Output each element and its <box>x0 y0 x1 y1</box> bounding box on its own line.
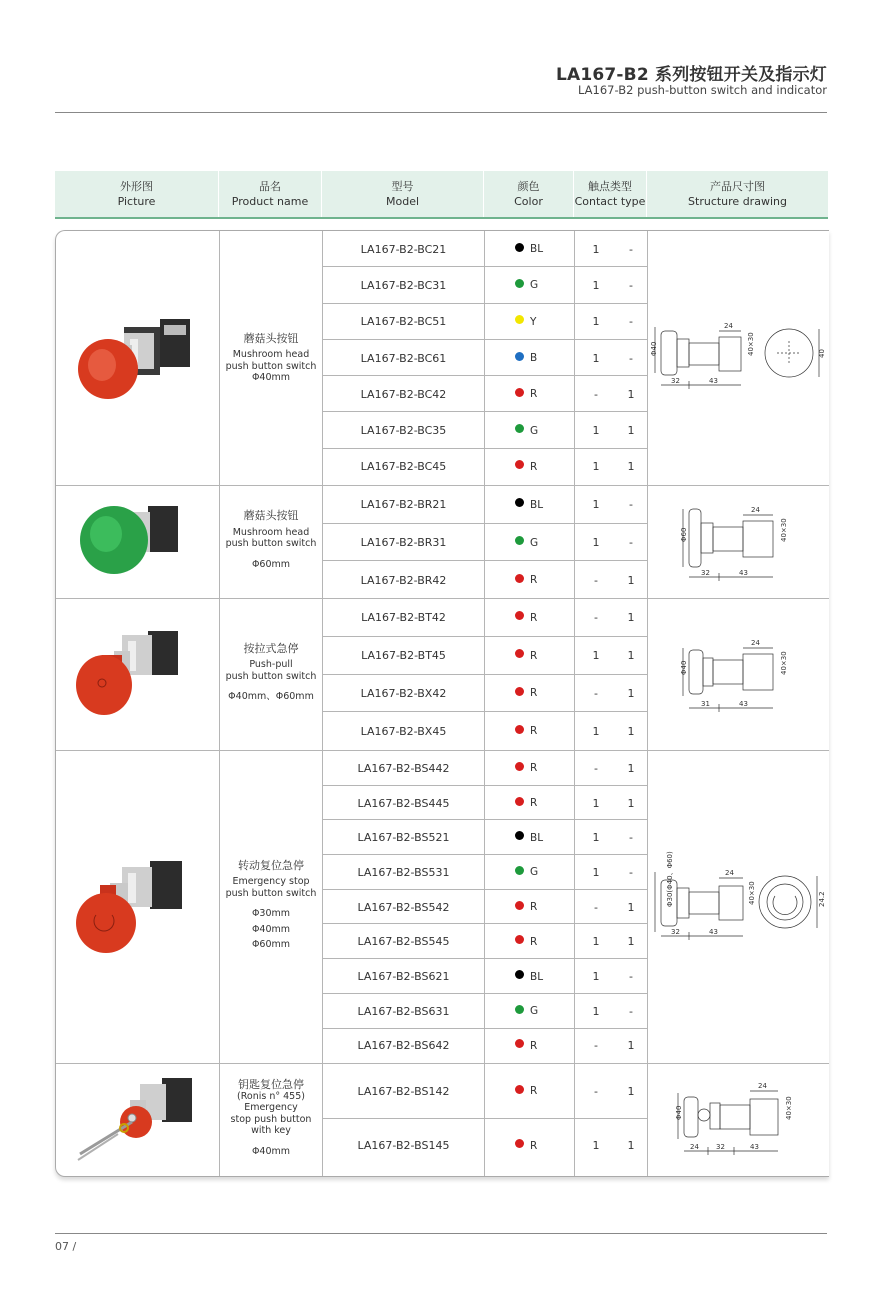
header-picture-en: Picture <box>117 195 156 208</box>
contact-nc: 1 <box>627 1039 635 1053</box>
model-number: LA167-B2-BX42 <box>360 686 447 700</box>
contact-no: 1 <box>592 242 600 256</box>
page-title: LA167-B2 系列按钮开关及指示灯 <box>555 65 827 85</box>
color-code: R <box>530 725 538 738</box>
model-number: LA167-B2-BS621 <box>357 970 450 984</box>
color-dot-icon <box>515 315 524 324</box>
color-dot-icon <box>515 243 524 252</box>
footer-divider <box>55 1233 827 1234</box>
emergency-stop-button-red-icon <box>56 751 219 1063</box>
color-dot-icon <box>515 1139 524 1148</box>
table-row <box>323 486 829 524</box>
dimension-label: 32 <box>670 928 680 936</box>
dimension-label: Φ40 <box>679 660 688 675</box>
contact-no: 1 <box>592 424 600 438</box>
product-diameter: Φ40mm <box>251 923 291 935</box>
color-cell <box>485 413 574 449</box>
product-name <box>220 486 322 598</box>
header-model-en: Model <box>385 195 420 208</box>
contact-nc: - <box>629 315 633 329</box>
product-diameter: Φ60mm <box>251 939 291 950</box>
color-code: R <box>530 1039 538 1052</box>
contact-nc: - <box>629 242 633 256</box>
product-name-en: push button switch <box>225 360 317 372</box>
color-cell <box>485 712 574 750</box>
model-number: LA167-B2-BR31 <box>360 536 447 550</box>
color-cell <box>485 561 574 599</box>
dimension-label: 43 <box>738 569 748 577</box>
contact-nc: 1 <box>627 573 635 587</box>
dimension-label: Φ60 <box>679 527 688 542</box>
product-name-en: push button switch <box>225 538 317 549</box>
dimension-label: Φ30(Φ40、Φ60) <box>665 851 674 907</box>
contact-no: - <box>594 686 598 700</box>
contact-no: 1 <box>592 536 600 550</box>
color-dot-icon <box>515 352 524 361</box>
model-number: LA167-B2-BS542 <box>357 900 450 914</box>
contact-no: 1 <box>592 351 600 365</box>
table-row <box>323 449 829 485</box>
color-code: BL <box>530 498 544 511</box>
contact-nc: 1 <box>627 935 635 949</box>
color-cell <box>485 855 574 890</box>
dimension-label: 24 <box>750 638 760 647</box>
product-name-en: push button switch <box>225 887 317 899</box>
dimension-label: 43 <box>708 928 718 936</box>
color-cell <box>485 675 574 713</box>
color-dot-icon <box>515 1005 524 1014</box>
dimension-label: 40×30 <box>779 518 788 542</box>
color-dot-icon <box>515 388 524 397</box>
header-structure-en: Structure drawing <box>688 195 787 208</box>
table-row <box>323 712 829 750</box>
color-code: G <box>530 536 539 549</box>
product-diameter: Φ30mm <box>251 908 291 919</box>
contact-nc: 1 <box>627 611 635 625</box>
dimension-label: 40×30 <box>746 332 755 356</box>
table-row <box>323 994 829 1029</box>
color-code: Y <box>530 315 537 328</box>
color-dot-icon <box>515 866 524 875</box>
color-dot-icon <box>515 611 524 620</box>
product-group <box>56 599 829 751</box>
contact-no: - <box>594 1039 598 1053</box>
color-code: G <box>530 866 539 879</box>
dimension-label: 40×30 <box>784 1096 793 1120</box>
product-diameter: Φ40mm、Φ60mm <box>228 691 314 702</box>
color-dot-icon <box>515 1085 524 1094</box>
header-structure-cn: 产品尺寸图 <box>710 180 765 193</box>
color-cell <box>485 340 574 376</box>
contact-no: 1 <box>592 865 600 879</box>
header-contact-type <box>574 171 646 217</box>
product-group <box>56 751 829 1064</box>
product-name-en: Mushroom head <box>232 349 310 360</box>
product-picture <box>56 599 219 750</box>
dimension-label: 24 <box>757 1082 767 1090</box>
model-number: LA167-B2-BS545 <box>357 935 450 949</box>
color-code: R <box>530 611 538 624</box>
dimension-label: 32 <box>670 377 680 385</box>
color-cell <box>485 1029 574 1064</box>
contact-nc: 1 <box>627 1084 635 1098</box>
contact-no: 1 <box>592 1004 600 1018</box>
color-dot-icon <box>515 687 524 696</box>
color-cell <box>485 786 574 821</box>
model-number: LA167-B2-BS631 <box>357 1004 450 1018</box>
color-code: R <box>530 460 538 473</box>
header-model-cn: 型号 <box>391 180 414 193</box>
model-number: LA167-B2-BS531 <box>357 865 450 879</box>
dimension-label: 24 <box>723 322 733 330</box>
dimension-label: 24.2 <box>817 891 826 907</box>
dimension-label: 24 <box>750 506 760 514</box>
product-group <box>56 231 829 486</box>
contact-no: 1 <box>592 1139 600 1153</box>
color-code: R <box>530 1139 538 1152</box>
table-row <box>323 855 829 890</box>
color-dot-icon <box>515 574 524 583</box>
product-name-cn: 蘑菇头按钮 <box>243 331 299 345</box>
product-name <box>220 231 322 485</box>
contact-nc: 1 <box>627 761 635 775</box>
header-divider <box>55 112 827 113</box>
color-dot-icon <box>515 935 524 944</box>
model-number: LA167-B2-BS142 <box>357 1084 450 1098</box>
model-number: LA167-B2-BS642 <box>357 1039 450 1053</box>
header-contact-type-cn: 触点类型 <box>588 180 632 193</box>
product-name-en: Emergency stop <box>232 876 310 887</box>
product-name-cn: 钥匙复位急停 <box>238 1078 304 1091</box>
dimension-label: 43 <box>708 377 718 385</box>
contact-nc: - <box>629 970 633 984</box>
contact-no: 1 <box>592 649 600 663</box>
table-row <box>323 786 829 821</box>
contact-nc: 1 <box>627 460 635 474</box>
model-number: LA167-B2-BC45 <box>360 460 447 474</box>
table-row <box>323 1064 829 1119</box>
model-number: LA167-B2-BS145 <box>357 1139 450 1153</box>
product-diameter: Φ40mm <box>251 372 291 383</box>
table-row <box>323 231 829 267</box>
contact-no: - <box>594 611 598 625</box>
color-cell <box>485 959 574 994</box>
color-code: R <box>530 762 538 775</box>
dimension-label: 32 <box>700 569 710 577</box>
color-dot-icon <box>515 725 524 734</box>
color-dot-icon <box>515 498 524 507</box>
model-number: LA167-B2-BS521 <box>357 831 450 845</box>
table-row <box>323 675 829 713</box>
color-cell <box>485 524 574 562</box>
model-number: LA167-B2-BX45 <box>360 724 447 738</box>
model-number: LA167-B2-BT45 <box>361 649 446 663</box>
color-dot-icon <box>515 460 524 469</box>
product-picture <box>56 1064 219 1176</box>
dimension-label: 40×30 <box>747 881 756 905</box>
product-name <box>220 599 322 750</box>
contact-no: - <box>594 387 598 401</box>
table-row <box>323 1029 829 1064</box>
contact-nc: 1 <box>627 900 635 914</box>
contact-no: - <box>594 900 598 914</box>
header-product-name-en: Product name <box>231 195 309 208</box>
dimension-label: 43 <box>738 699 748 708</box>
dimension-label: Φ40 <box>649 341 658 356</box>
model-number: LA167-B2-BC35 <box>360 424 447 438</box>
model-number: LA167-B2-BC51 <box>360 315 447 329</box>
color-cell <box>485 376 574 412</box>
contact-no: 1 <box>592 460 600 474</box>
model-number: LA167-B2-BT42 <box>361 611 446 625</box>
contact-nc: 1 <box>627 649 635 663</box>
dimension-label: Φ40 <box>674 1105 683 1120</box>
header-structure <box>647 171 828 217</box>
product-name-en: (Ronis n° 455) <box>237 1090 305 1102</box>
dimension-label: 24 <box>724 869 734 877</box>
color-code: G <box>530 1005 539 1018</box>
color-dot-icon <box>515 279 524 288</box>
header-model <box>322 171 483 217</box>
contact-nc: 1 <box>627 724 635 738</box>
contact-no: 1 <box>592 970 600 984</box>
model-number: LA167-B2-BR42 <box>360 573 447 587</box>
color-dot-icon <box>515 831 524 840</box>
color-cell <box>485 820 574 855</box>
color-code: R <box>530 687 538 700</box>
color-cell <box>485 449 574 485</box>
table-row <box>323 376 829 412</box>
table-row <box>323 890 829 925</box>
model-number: LA167-B2-BC61 <box>360 351 447 365</box>
product-name-en: push button switch <box>225 670 317 682</box>
contact-no: - <box>594 761 598 775</box>
table-row <box>323 561 829 599</box>
color-cell <box>485 486 574 524</box>
color-cell <box>485 925 574 960</box>
contact-no: 1 <box>592 498 600 512</box>
color-code: R <box>530 388 538 401</box>
color-cell <box>485 751 574 786</box>
product-table <box>55 230 829 1177</box>
model-number: LA167-B2-BC42 <box>360 387 447 401</box>
dimension-label: 32 <box>715 1143 725 1151</box>
product-name-en: stop push button <box>230 1113 312 1125</box>
table-row <box>323 925 829 960</box>
color-cell <box>485 637 574 675</box>
mushroom-button-red-icon <box>56 231 219 485</box>
push-pull-button-red-icon <box>56 599 219 750</box>
contact-nc: - <box>629 865 633 879</box>
color-code: R <box>530 649 538 662</box>
table-header <box>55 171 828 219</box>
header-contact-type-en: Contact type <box>574 195 646 208</box>
color-code: R <box>530 797 538 810</box>
color-dot-icon <box>515 797 524 806</box>
model-number: LA167-B2-BC31 <box>360 278 447 292</box>
contact-no: - <box>594 1084 598 1098</box>
contact-nc: - <box>629 498 633 512</box>
color-dot-icon <box>515 649 524 658</box>
product-name <box>220 1064 322 1176</box>
color-cell <box>485 890 574 925</box>
color-dot-icon <box>515 762 524 771</box>
contact-no: - <box>594 573 598 587</box>
color-dot-icon <box>515 424 524 433</box>
table-row <box>323 1119 829 1174</box>
page-number: 07 / <box>55 1240 77 1253</box>
color-cell <box>485 599 574 637</box>
contact-no: 1 <box>592 935 600 949</box>
color-code: R <box>530 1085 538 1098</box>
product-picture <box>56 231 219 485</box>
header-color <box>484 171 573 217</box>
color-dot-icon <box>515 970 524 979</box>
contact-nc: 1 <box>627 686 635 700</box>
contact-nc: 1 <box>627 796 635 810</box>
table-row <box>323 304 829 340</box>
color-code: G <box>530 279 539 292</box>
contact-nc: 1 <box>627 1139 635 1153</box>
key-reset-button-icon <box>56 1064 219 1176</box>
table-row <box>323 413 829 449</box>
color-code: G <box>530 424 539 437</box>
product-diameter: Φ40mm <box>251 1145 291 1157</box>
color-cell <box>485 1119 574 1174</box>
model-number: LA167-B2-BR21 <box>360 498 447 512</box>
product-name-en: Mushroom head <box>232 526 310 538</box>
contact-nc: - <box>629 351 633 365</box>
contact-no: 1 <box>592 831 600 845</box>
color-cell <box>485 304 574 340</box>
header-color-cn: 颜色 <box>517 180 540 193</box>
page-subtitle: LA167-B2 push-button switch and indicator <box>578 83 827 97</box>
contact-no: 1 <box>592 278 600 292</box>
table-row <box>323 637 829 675</box>
product-name <box>220 751 322 1063</box>
table-row <box>323 820 829 855</box>
color-code: B <box>530 352 538 365</box>
product-name-en: Emergency <box>244 1102 298 1113</box>
table-row <box>323 524 829 562</box>
dimension-label: 43 <box>749 1143 759 1151</box>
header-picture <box>55 171 218 217</box>
header-picture-cn: 外形图 <box>120 180 153 193</box>
color-dot-icon <box>515 901 524 910</box>
product-picture <box>56 486 219 598</box>
color-code: R <box>530 935 538 948</box>
color-cell <box>485 231 574 267</box>
product-group <box>56 1064 829 1176</box>
table-row <box>323 751 829 786</box>
table-row <box>323 267 829 303</box>
color-code: R <box>530 574 538 587</box>
color-code: BL <box>530 970 544 983</box>
color-cell <box>485 267 574 303</box>
contact-nc: - <box>629 1004 633 1018</box>
table-row <box>323 599 829 637</box>
color-code: BL <box>530 243 544 256</box>
color-dot-icon <box>515 536 524 545</box>
table-row <box>323 959 829 994</box>
model-number: LA167-B2-BS445 <box>357 796 450 810</box>
dimension-label: 31 <box>700 699 710 708</box>
dimension-label: 24 <box>689 1143 699 1151</box>
header-product-name <box>219 171 321 217</box>
color-dot-icon <box>515 1039 524 1048</box>
header-color-en: Color <box>514 195 543 208</box>
contact-nc: - <box>629 831 633 845</box>
product-diameter: Φ60mm <box>251 558 291 570</box>
header-product-name-cn: 品名 <box>259 180 281 193</box>
dimension-label: 40 <box>817 349 826 358</box>
contact-nc: - <box>629 536 633 550</box>
color-code: BL <box>530 831 544 844</box>
model-number: LA167-B2-BC21 <box>360 242 447 256</box>
product-name-en: Push-pull <box>249 659 293 670</box>
product-group <box>56 486 829 599</box>
product-name-cn: 转动复位急停 <box>238 858 304 872</box>
contact-no: 1 <box>592 315 600 329</box>
contact-nc: 1 <box>627 387 635 401</box>
color-cell <box>485 1064 574 1119</box>
model-number: LA167-B2-BS442 <box>357 761 450 775</box>
contact-nc: - <box>629 278 633 292</box>
table-row <box>323 340 829 376</box>
color-cell <box>485 994 574 1029</box>
contact-no: 1 <box>592 796 600 810</box>
contact-no: 1 <box>592 724 600 738</box>
dimension-label: 40×30 <box>779 650 788 675</box>
product-name-cn: 蘑菇头按钮 <box>243 509 299 522</box>
product-name-en: with key <box>251 1125 291 1136</box>
color-code: R <box>530 901 538 914</box>
contact-nc: 1 <box>627 424 635 438</box>
mushroom-button-green-icon <box>56 486 219 598</box>
product-picture <box>56 751 219 1063</box>
product-name-cn: 按拉式急停 <box>243 641 299 655</box>
